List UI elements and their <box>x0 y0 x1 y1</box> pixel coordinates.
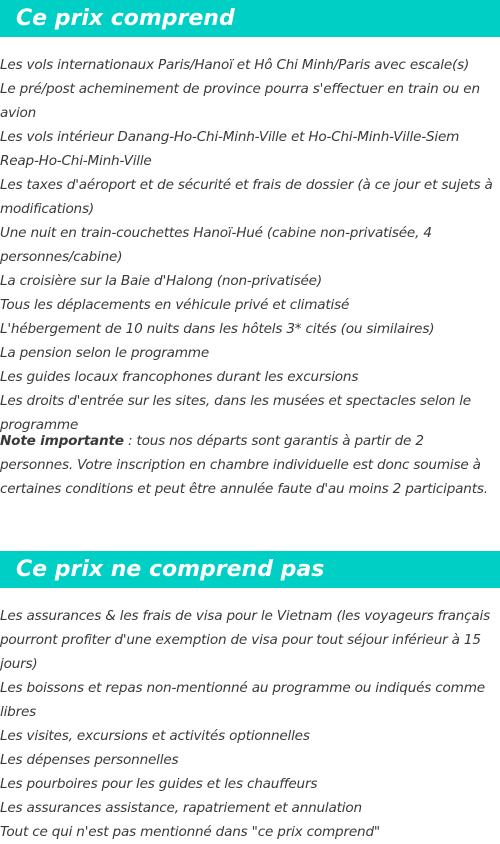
excludes-heading: Ce prix ne comprend pas <box>0 551 500 588</box>
note-text: : tous nos départs sont garantis à partir de 2 personnes. Votre inscription en chambre individuelle est donc soumise à certaines conditions et peut être annulée faute d'au moins 2 participants. <box>0 433 488 497</box>
list-item: Les assurances & les frais de visa pour le Vietnam (les voyageurs français pourront profiter d'une exemption de visa pour tout séjour inférieur à 15 jours) <box>0 608 491 672</box>
list-item: Les vols intérieur Danang-Ho-Chi-Minh-Ville et Ho-Chi-Minh-Ville-Siem Reap-Ho-Chi-Minh-Ville <box>0 129 460 169</box>
list-item: Tout ce qui n'est pas mentionné dans "ce prix comprend" <box>0 824 380 840</box>
note-label: Note importante <box>0 433 124 449</box>
list-item: Les vols internationaux Paris/Hanoï et Hô Chi Minh/Paris avec escale(s) <box>0 57 470 73</box>
includes-list <box>0 53 500 437</box>
list-item: Les visites, excursions et activités optionnelles <box>0 728 310 744</box>
excludes-list <box>0 604 500 844</box>
list-item: Tous les déplacements en véhicule privé et climatisé <box>0 297 350 313</box>
list-item: La croisière sur la Baie d'Halong (non-privatisée) <box>0 273 322 289</box>
list-item: L'hébergement de 10 nuits dans les hôtels 3* cités (ou similaires) <box>0 321 435 337</box>
list-item: Les guides locaux francophones durant les excursions <box>0 369 359 385</box>
list-item: Les droits d'entrée sur les sites, dans les musées et spectacles selon le programme <box>0 393 471 433</box>
list-item: Les assurances assistance, rapatriement et annulation <box>0 800 362 816</box>
list-item: Les dépenses personnelles <box>0 752 179 768</box>
list-item: Les boissons et repas non-mentionné au programme ou indiqués comme libres <box>0 680 485 720</box>
list-item: Les pourboires pour les guides et les chauffeurs <box>0 776 318 792</box>
list-item: La pension selon le programme <box>0 345 210 361</box>
includes-heading: Ce prix comprend <box>0 0 500 37</box>
important-note <box>0 429 500 501</box>
list-item: Une nuit en train-couchettes Hanoï-Hué (cabine non-privatisée, 4 personnes/cabine) <box>0 225 432 265</box>
list-item: Les taxes d'aéroport et de sécurité et frais de dossier (à ce jour et sujets à modifications) <box>0 177 493 217</box>
list-item: Le pré/post acheminement de province pourra s'effectuer en train ou en avion <box>0 81 480 121</box>
